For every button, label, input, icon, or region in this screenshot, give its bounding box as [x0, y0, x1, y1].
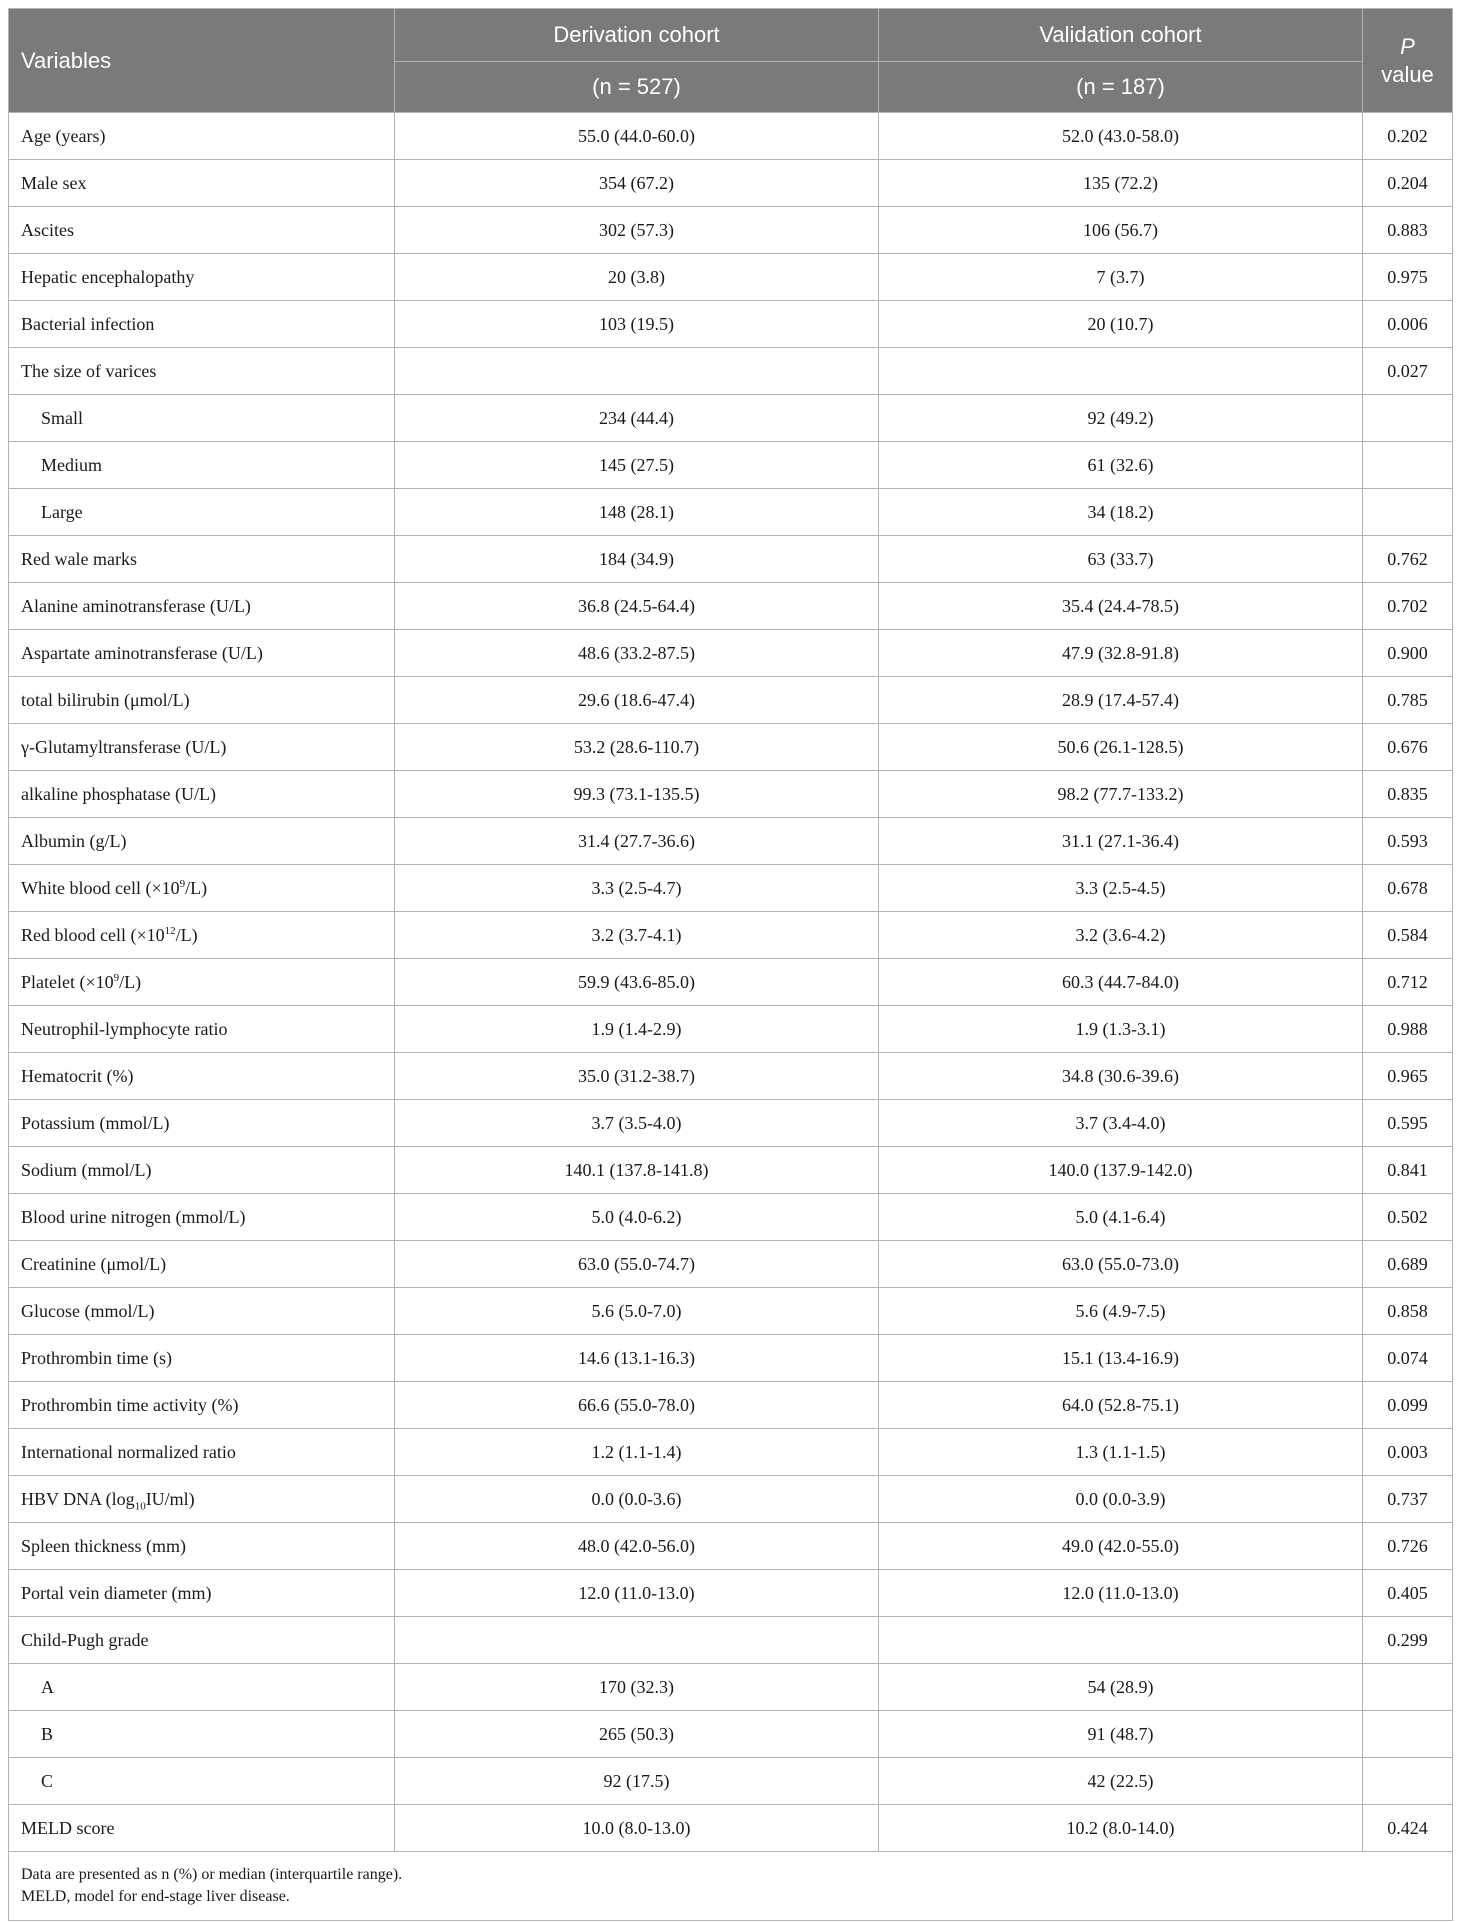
footnotes — [9, 1852, 1453, 1921]
variable-name: Prothrombin time activity (%) — [9, 1382, 395, 1429]
table-row — [9, 1382, 1453, 1429]
variable-name-unit: /L) — [119, 971, 142, 992]
p-value: 0.595 — [1363, 1100, 1453, 1147]
derivation-value: 12.0 (11.0-13.0) — [395, 1570, 879, 1617]
p-value: 0.762 — [1363, 536, 1453, 583]
validation-value: 92 (49.2) — [879, 395, 1363, 442]
table-row — [9, 1805, 1453, 1852]
variable-name: Potassium (mmol/L) — [9, 1100, 395, 1147]
validation-value: 3.3 (2.5-4.5) — [879, 865, 1363, 912]
derivation-value: 63.0 (55.0-74.7) — [395, 1241, 879, 1288]
p-value — [1363, 442, 1453, 489]
variable-name: Creatinine (μmol/L) — [9, 1241, 395, 1288]
baseline-characteristics-table — [8, 8, 1453, 1921]
validation-value: 64.0 (52.8-75.1) — [879, 1382, 1363, 1429]
p-value: 0.965 — [1363, 1053, 1453, 1100]
validation-value: 3.2 (3.6-4.2) — [879, 912, 1363, 959]
p-value: 0.003 — [1363, 1429, 1453, 1476]
table-row — [9, 677, 1453, 724]
validation-value: 34 (18.2) — [879, 489, 1363, 536]
p-value: 0.202 — [1363, 113, 1453, 160]
derivation-value: 66.6 (55.0-78.0) — [395, 1382, 879, 1429]
p-value: 0.835 — [1363, 771, 1453, 818]
header-variables: Variables — [9, 9, 395, 113]
p-value: 0.074 — [1363, 1335, 1453, 1382]
validation-value — [879, 1617, 1363, 1664]
derivation-value: 53.2 (28.6-110.7) — [395, 724, 879, 771]
derivation-value: 1.9 (1.4-2.9) — [395, 1006, 879, 1053]
variable-name-superscript: 12 — [164, 924, 176, 937]
variable-name: alkaline phosphatase (U/L) — [9, 771, 395, 818]
table-row — [9, 1429, 1453, 1476]
p-value: 0.883 — [1363, 207, 1453, 254]
derivation-value: 1.2 (1.1-1.4) — [395, 1429, 879, 1476]
derivation-value: 170 (32.3) — [395, 1664, 879, 1711]
validation-value: 20 (10.7) — [879, 301, 1363, 348]
validation-value: 10.2 (8.0-14.0) — [879, 1805, 1363, 1852]
derivation-value: 0.0 (0.0-3.6) — [395, 1476, 879, 1523]
variable-name: Small — [9, 395, 395, 442]
validation-value: 5.0 (4.1-6.4) — [879, 1194, 1363, 1241]
table-row — [9, 489, 1453, 536]
validation-value: 1.3 (1.1-1.5) — [879, 1429, 1363, 1476]
header-validation-n: (n = 187) — [879, 62, 1363, 113]
derivation-value: 36.8 (24.5-64.4) — [395, 583, 879, 630]
p-value: 0.593 — [1363, 818, 1453, 865]
variable-name — [9, 912, 395, 959]
derivation-value: 14.6 (13.1-16.3) — [395, 1335, 879, 1382]
derivation-value: 99.3 (73.1-135.5) — [395, 771, 879, 818]
header-p-letter: P — [1400, 33, 1415, 59]
derivation-value: 3.3 (2.5-4.7) — [395, 865, 879, 912]
table-row — [9, 442, 1453, 489]
variable-name-text: Platelet (×10 — [21, 971, 114, 992]
variable-name: Medium — [9, 442, 395, 489]
validation-value: 15.1 (13.4-16.9) — [879, 1335, 1363, 1382]
variable-name-text: HBV DNA (log — [21, 1488, 135, 1509]
validation-value: 60.3 (44.7-84.0) — [879, 959, 1363, 1006]
p-value: 0.027 — [1363, 348, 1453, 395]
derivation-value: 302 (57.3) — [395, 207, 879, 254]
validation-value: 106 (56.7) — [879, 207, 1363, 254]
header-validation-cohort: Validation cohort — [879, 9, 1363, 62]
validation-value: 63 (33.7) — [879, 536, 1363, 583]
p-value — [1363, 489, 1453, 536]
header-p-word: value — [1381, 61, 1434, 87]
p-value: 0.502 — [1363, 1194, 1453, 1241]
table-row — [9, 724, 1453, 771]
variable-name: Male sex — [9, 160, 395, 207]
p-value: 0.584 — [1363, 912, 1453, 959]
p-value: 0.858 — [1363, 1288, 1453, 1335]
validation-value — [879, 348, 1363, 395]
p-value: 0.405 — [1363, 1570, 1453, 1617]
p-value: 0.702 — [1363, 583, 1453, 630]
table-row — [9, 1758, 1453, 1805]
derivation-value: 103 (19.5) — [395, 301, 879, 348]
variable-name: Glucose (mmol/L) — [9, 1288, 395, 1335]
derivation-value: 29.6 (18.6-47.4) — [395, 677, 879, 724]
table-row — [9, 1288, 1453, 1335]
variable-name: B — [9, 1711, 395, 1758]
variable-name-text: Red blood cell (×10 — [21, 924, 165, 945]
variable-name-unit: /L) — [185, 877, 208, 898]
variable-name: MELD score — [9, 1805, 395, 1852]
variable-name: C — [9, 1758, 395, 1805]
derivation-value: 148 (28.1) — [395, 489, 879, 536]
variable-name: Blood urine nitrogen (mmol/L) — [9, 1194, 395, 1241]
variable-name: Bacterial infection — [9, 301, 395, 348]
p-value — [1363, 1664, 1453, 1711]
table-row — [9, 348, 1453, 395]
p-value — [1363, 1758, 1453, 1805]
p-value: 0.676 — [1363, 724, 1453, 771]
derivation-value: 10.0 (8.0-13.0) — [395, 1805, 879, 1852]
validation-value: 34.8 (30.6-39.6) — [879, 1053, 1363, 1100]
variable-name: International normalized ratio — [9, 1429, 395, 1476]
derivation-value: 35.0 (31.2-38.7) — [395, 1053, 879, 1100]
p-value: 0.737 — [1363, 1476, 1453, 1523]
table-row — [9, 254, 1453, 301]
variable-name-superscript: 9 — [179, 877, 186, 890]
table-row — [9, 912, 1453, 959]
table-row — [9, 1006, 1453, 1053]
derivation-value: 184 (34.9) — [395, 536, 879, 583]
variable-name: Hematocrit (%) — [9, 1053, 395, 1100]
p-value: 0.841 — [1363, 1147, 1453, 1194]
table-row — [9, 1100, 1453, 1147]
variable-name-superscript: 9 — [113, 971, 120, 984]
derivation-value: 145 (27.5) — [395, 442, 879, 489]
table-header — [9, 9, 1453, 113]
table-row — [9, 1241, 1453, 1288]
validation-value: 42 (22.5) — [879, 1758, 1363, 1805]
validation-value: 52.0 (43.0-58.0) — [879, 113, 1363, 160]
validation-value: 35.4 (24.4-78.5) — [879, 583, 1363, 630]
derivation-value — [395, 348, 879, 395]
p-value: 0.712 — [1363, 959, 1453, 1006]
p-value: 0.785 — [1363, 677, 1453, 724]
table-row — [9, 1617, 1453, 1664]
derivation-value: 55.0 (44.0-60.0) — [395, 113, 879, 160]
footnote-meld-definition: MELD, model for end-stage liver disease. — [21, 1888, 290, 1905]
derivation-value: 48.0 (42.0-56.0) — [395, 1523, 879, 1570]
variable-name: γ-Glutamyltransferase (U/L) — [9, 724, 395, 771]
table-row — [9, 1194, 1453, 1241]
variable-name-text: White blood cell (×10 — [21, 877, 180, 898]
table-row — [9, 630, 1453, 677]
table-row — [9, 113, 1453, 160]
variable-name: total bilirubin (μmol/L) — [9, 677, 395, 724]
p-value: 0.726 — [1363, 1523, 1453, 1570]
variable-name: A — [9, 1664, 395, 1711]
table-row — [9, 301, 1453, 348]
table-row — [9, 395, 1453, 442]
validation-value: 12.0 (11.0-13.0) — [879, 1570, 1363, 1617]
variable-name: Albumin (g/L) — [9, 818, 395, 865]
derivation-value: 140.1 (137.8-141.8) — [395, 1147, 879, 1194]
derivation-value: 20 (3.8) — [395, 254, 879, 301]
variable-name: Hepatic encephalopathy — [9, 254, 395, 301]
p-value: 0.900 — [1363, 630, 1453, 677]
validation-value: 61 (32.6) — [879, 442, 1363, 489]
validation-value: 49.0 (42.0-55.0) — [879, 1523, 1363, 1570]
variable-name: Alanine aminotransferase (U/L) — [9, 583, 395, 630]
derivation-value — [395, 1617, 879, 1664]
variable-name — [9, 865, 395, 912]
p-value: 0.689 — [1363, 1241, 1453, 1288]
variable-name: Prothrombin time (s) — [9, 1335, 395, 1382]
footnote-data-presentation: Data are presented as n (%) or median (interquartile range). — [21, 1866, 403, 1883]
variable-name: Sodium (mmol/L) — [9, 1147, 395, 1194]
variable-name-subscript: 10 — [134, 1500, 146, 1513]
derivation-value: 31.4 (27.7-36.6) — [395, 818, 879, 865]
variable-name: Large — [9, 489, 395, 536]
validation-value: 1.9 (1.3-3.1) — [879, 1006, 1363, 1053]
p-value: 0.975 — [1363, 254, 1453, 301]
validation-value: 31.1 (27.1-36.4) — [879, 818, 1363, 865]
validation-value: 63.0 (55.0-73.0) — [879, 1241, 1363, 1288]
p-value: 0.099 — [1363, 1382, 1453, 1429]
table-row — [9, 1053, 1453, 1100]
table-row — [9, 818, 1453, 865]
variable-name-unit: IU/ml) — [145, 1488, 195, 1509]
header-p-value — [1363, 9, 1453, 113]
table-footer — [9, 1852, 1453, 1921]
header-derivation-cohort: Derivation cohort — [395, 9, 879, 62]
variable-name-unit: /L) — [175, 924, 198, 945]
table-body — [9, 113, 1453, 1852]
validation-value: 140.0 (137.9-142.0) — [879, 1147, 1363, 1194]
validation-value: 54 (28.9) — [879, 1664, 1363, 1711]
variable-name: Ascites — [9, 207, 395, 254]
validation-value: 50.6 (26.1-128.5) — [879, 724, 1363, 771]
validation-value: 7 (3.7) — [879, 254, 1363, 301]
validation-value: 98.2 (77.7-133.2) — [879, 771, 1363, 818]
table-row — [9, 1147, 1453, 1194]
p-value: 0.678 — [1363, 865, 1453, 912]
derivation-value: 354 (67.2) — [395, 160, 879, 207]
table-row — [9, 1711, 1453, 1758]
table-row — [9, 1523, 1453, 1570]
table-row — [9, 207, 1453, 254]
variable-name — [9, 959, 395, 1006]
p-value: 0.006 — [1363, 301, 1453, 348]
header-derivation-n: (n = 527) — [395, 62, 879, 113]
variable-name: Aspartate aminotransferase (U/L) — [9, 630, 395, 677]
validation-value: 91 (48.7) — [879, 1711, 1363, 1758]
table-row — [9, 583, 1453, 630]
baseline-characteristics-table-container — [8, 8, 1452, 1921]
derivation-value: 92 (17.5) — [395, 1758, 879, 1805]
table-row — [9, 160, 1453, 207]
variable-name: Age (years) — [9, 113, 395, 160]
validation-value: 47.9 (32.8-91.8) — [879, 630, 1363, 677]
p-value: 0.424 — [1363, 1805, 1453, 1852]
p-value: 0.299 — [1363, 1617, 1453, 1664]
derivation-value: 265 (50.3) — [395, 1711, 879, 1758]
table-row — [9, 1570, 1453, 1617]
table-row — [9, 959, 1453, 1006]
validation-value: 135 (72.2) — [879, 160, 1363, 207]
p-value: 0.204 — [1363, 160, 1453, 207]
validation-value: 0.0 (0.0-3.9) — [879, 1476, 1363, 1523]
p-value: 0.988 — [1363, 1006, 1453, 1053]
table-row — [9, 865, 1453, 912]
table-row — [9, 1335, 1453, 1382]
variable-name: Portal vein diameter (mm) — [9, 1570, 395, 1617]
derivation-value: 5.6 (5.0-7.0) — [395, 1288, 879, 1335]
derivation-value: 3.2 (3.7-4.1) — [395, 912, 879, 959]
derivation-value: 59.9 (43.6-85.0) — [395, 959, 879, 1006]
table-row — [9, 536, 1453, 583]
variable-name: Spleen thickness (mm) — [9, 1523, 395, 1570]
table-row — [9, 1664, 1453, 1711]
derivation-value: 234 (44.4) — [395, 395, 879, 442]
variable-name: Neutrophil-lymphocyte ratio — [9, 1006, 395, 1053]
table-row — [9, 1476, 1453, 1523]
table-row — [9, 771, 1453, 818]
variable-name: Red wale marks — [9, 536, 395, 583]
validation-value: 3.7 (3.4-4.0) — [879, 1100, 1363, 1147]
variable-name: Child-Pugh grade — [9, 1617, 395, 1664]
derivation-value: 3.7 (3.5-4.0) — [395, 1100, 879, 1147]
variable-name: The size of varices — [9, 348, 395, 395]
variable-name — [9, 1476, 395, 1523]
derivation-value: 48.6 (33.2-87.5) — [395, 630, 879, 677]
validation-value: 28.9 (17.4-57.4) — [879, 677, 1363, 724]
validation-value: 5.6 (4.9-7.5) — [879, 1288, 1363, 1335]
p-value — [1363, 395, 1453, 442]
derivation-value: 5.0 (4.0-6.2) — [395, 1194, 879, 1241]
p-value — [1363, 1711, 1453, 1758]
